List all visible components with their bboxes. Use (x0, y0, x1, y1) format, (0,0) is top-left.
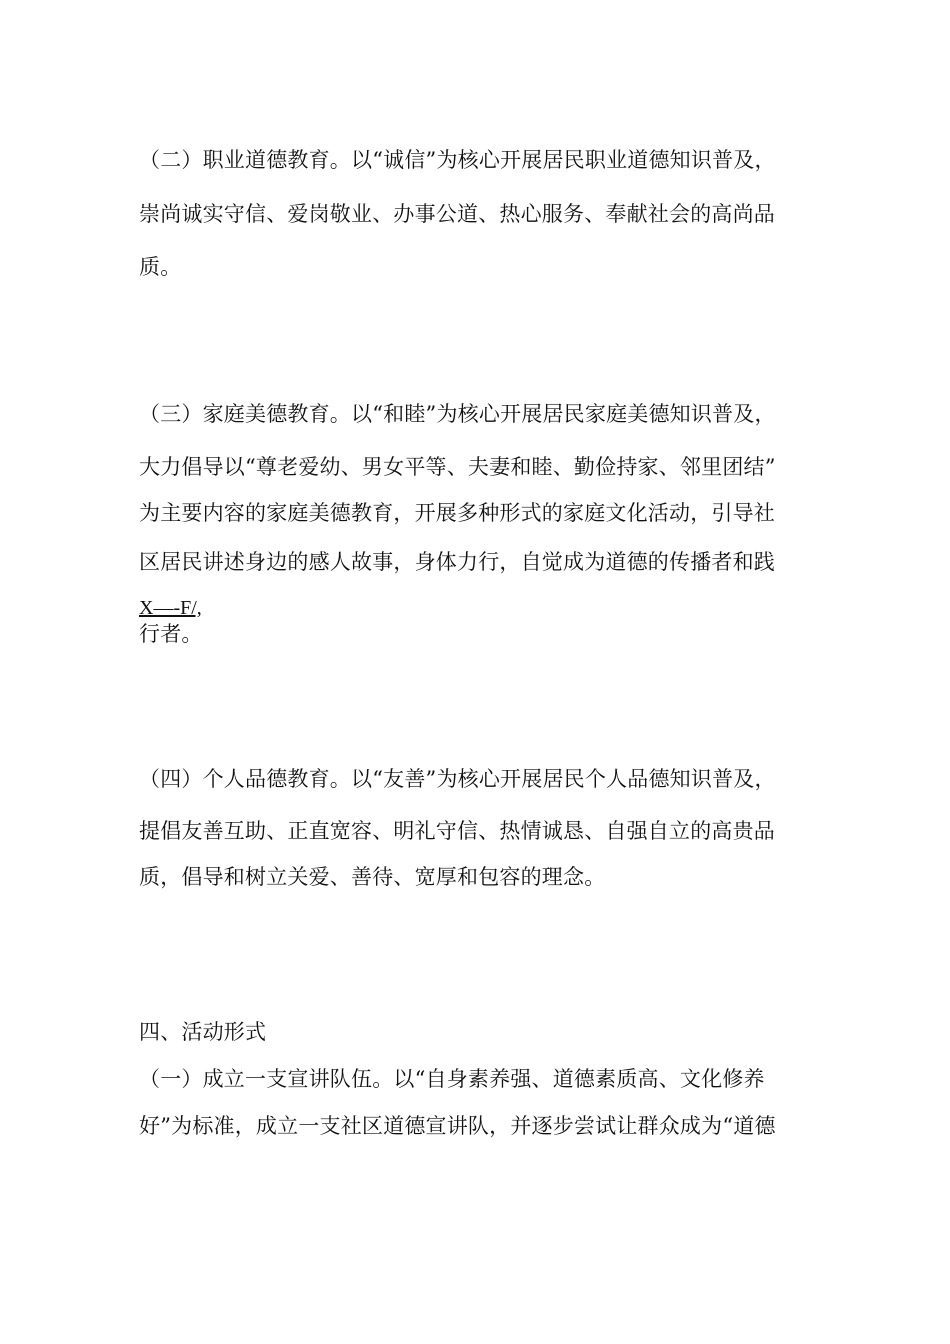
paragraph-line: 为主要内容的家庭美德教育，开展多种形式的家庭文化活动，引导社 (139, 501, 775, 525)
scan-artifact-text: X—-F/, (139, 597, 202, 619)
paragraph-line: 好”为标准，成立一支社区道德宣讲队，并逐步尝试让群众成为“道德 (139, 1114, 776, 1138)
paragraph-line: （四）个人品德教育。以“友善”为核心开展居民个人品德知识普及， (139, 767, 776, 791)
paragraph-line: 大力倡导以“尊老爱幼、男女平等、夫妻和睦、勤俭持家、邻里团结” (139, 455, 776, 479)
paragraph-line: （三）家庭美德教育。以“和睦”为核心开展居民家庭美德知识普及， (139, 402, 776, 426)
paragraph-line: 质，倡导和树立关爱、善待、宽厚和包容的理念。 (139, 865, 606, 889)
paragraph-line: 行者。 (139, 622, 203, 646)
paragraph-line: （一）成立一支宣讲队伍。以“自身素养强、道德素质高、文化修养 (139, 1067, 765, 1091)
paragraph-line: 提倡友善互助、正直宽容、明礼守信、热情诚恳、自强自立的高贵品 (139, 819, 775, 843)
paragraph-line: 质。 (139, 255, 182, 279)
section-heading: 四、活动形式 (139, 1020, 267, 1044)
paragraph-line: 崇尚诚实守信、爱岗敬业、办事公道、热心服务、奉献社会的高尚品 (139, 202, 775, 226)
paragraph-line: （二）职业道德教育。以“诚信”为核心开展居民职业道德知识普及， (139, 148, 776, 172)
paragraph-line: 区居民讲述身边的感人故事，身体力行，自觉成为道德的传播者和践 (139, 550, 775, 574)
